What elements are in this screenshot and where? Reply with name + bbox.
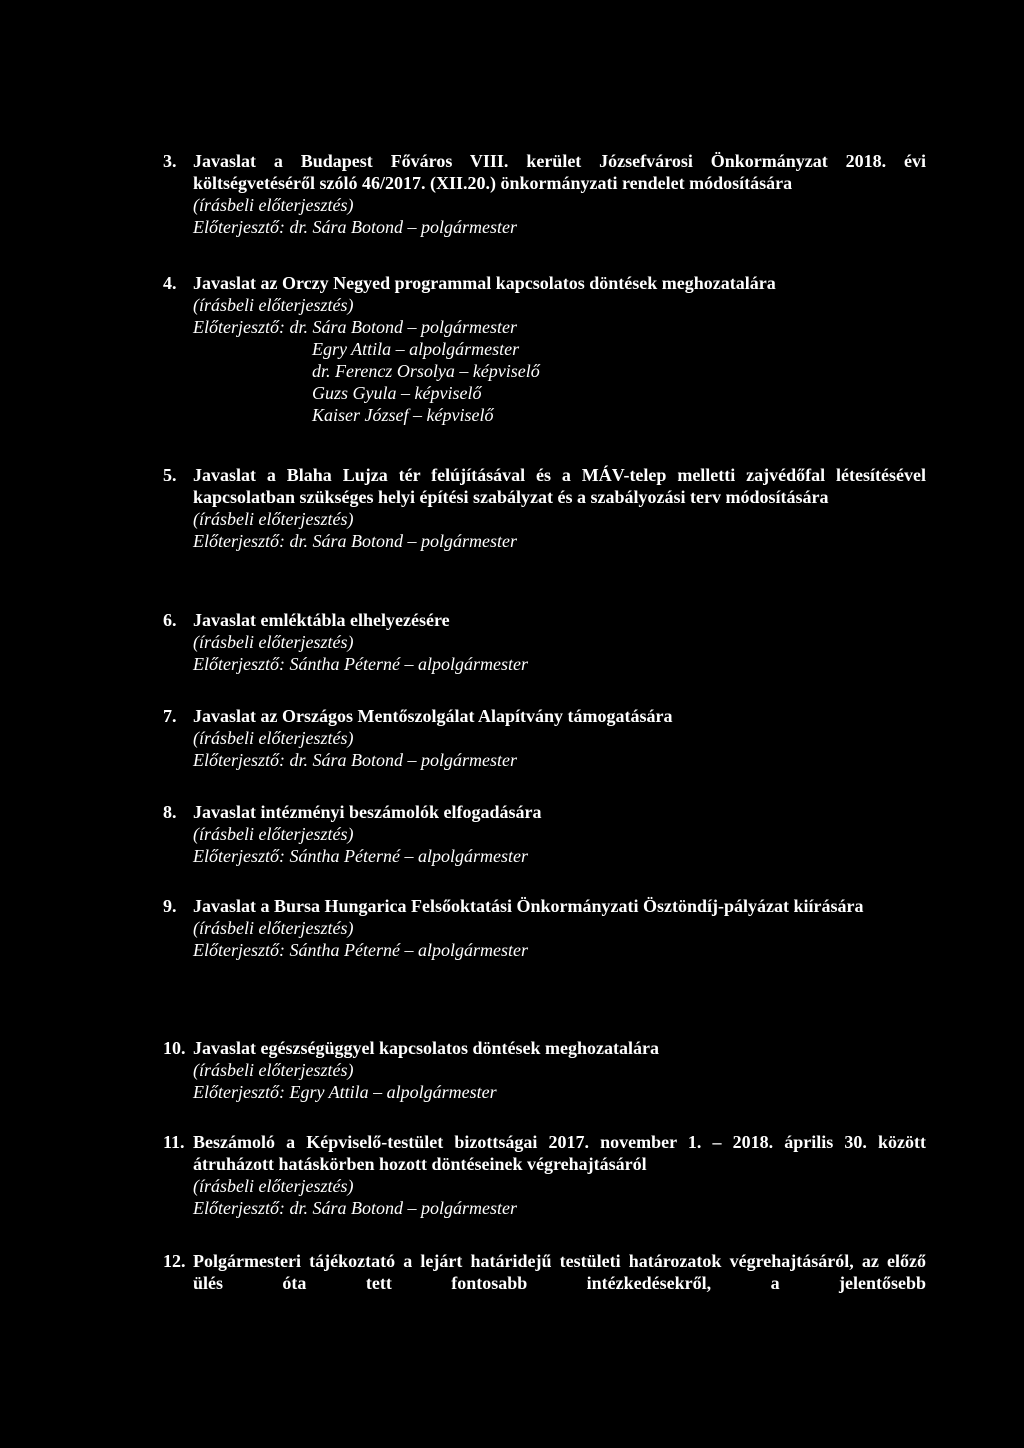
agenda-item-9	[163, 895, 926, 961]
agenda-item-10	[163, 1037, 926, 1103]
agenda-item-4	[163, 272, 926, 426]
presenter: Előterjesztő: dr. Sára Botond – polgármester	[193, 531, 517, 551]
submission-note: (írásbeli előterjesztés)	[193, 1060, 354, 1080]
agenda-item-8	[163, 801, 926, 867]
item-number: 11.	[163, 1132, 185, 1152]
presenter: Előterjesztő: Sántha Péterné – alpolgármester	[193, 846, 528, 866]
item-title: Javaslat intézményi beszámolók elfogadására	[193, 802, 542, 822]
item-title: Javaslat a Bursa Hungarica Felsőoktatási Önkormányzati Ösztöndíj-pályázat kiírására	[193, 896, 864, 916]
agenda-item-5	[163, 464, 926, 552]
item-title: Javaslat az Orczy Negyed programmal kapcsolatos döntések meghozatalára	[193, 273, 776, 293]
item-title: Javaslat a Blaha Lujza tér felújításával és a MÁV-telep melletti zajvédőfal létesítésével kapcsolatban szükséges helyi építési szabályzat és a szabályozási terv módosítására	[193, 465, 926, 507]
presenter: Előterjesztő: Sántha Péterné – alpolgármester	[193, 654, 528, 674]
agenda-item-6	[163, 609, 926, 675]
item-number: 4.	[163, 273, 177, 293]
submission-note: (írásbeli előterjesztés)	[193, 195, 354, 215]
co-presenter: Egry Attila – alpolgármester	[312, 339, 520, 359]
item-title: Beszámoló a Képviselő-testület bizottságai 2017. november 1. – 2018. április 30. között átruházott hatáskörben hozott döntéseinek végrehajtásáról	[193, 1132, 926, 1174]
item-number: 8.	[163, 802, 177, 822]
agenda-item-11	[163, 1131, 926, 1219]
item-number: 6.	[163, 610, 177, 630]
submission-note: (írásbeli előterjesztés)	[193, 728, 354, 748]
item-number: 10.	[163, 1038, 186, 1058]
item-title: Javaslat az Országos Mentőszolgálat Alapítvány támogatására	[193, 706, 673, 726]
presenter: Előterjesztő: Egry Attila – alpolgármester	[193, 1082, 497, 1102]
co-presenter: Kaiser József – képviselő	[312, 405, 494, 425]
presenter: Előterjesztő: dr. Sára Botond – polgármester	[193, 750, 517, 770]
presenter: Előterjesztő: Sántha Péterné – alpolgármester	[193, 940, 528, 960]
submission-note: (írásbeli előterjesztés)	[193, 295, 354, 315]
submission-note: (írásbeli előterjesztés)	[193, 918, 354, 938]
co-presenter: dr. Ferencz Orsolya – képviselő	[312, 361, 540, 381]
presenter: Előterjesztő: dr. Sára Botond – polgármester	[193, 317, 517, 337]
presenter: Előterjesztő: dr. Sára Botond – polgármester	[193, 1198, 517, 1218]
item-number: 7.	[163, 706, 177, 726]
agenda-item-12	[163, 1250, 926, 1294]
submission-note: (írásbeli előterjesztés)	[193, 632, 354, 652]
submission-note: (írásbeli előterjesztés)	[193, 1176, 354, 1196]
item-title: Polgármesteri tájékoztató a lejárt határidejű testületi határozatok végrehajtásáról, az előző ülés óta tett fontosabb intézkedésekről, a jelentősebb	[193, 1251, 926, 1293]
item-title: Javaslat a Budapest Főváros VIII. kerület Józsefvárosi Önkormányzat 2018. évi költségvetéséről szóló 46/2017. (XII.20.) önkormányzati rendelet módosítására	[193, 151, 926, 193]
item-number: 9.	[163, 896, 177, 916]
submission-note: (írásbeli előterjesztés)	[193, 824, 354, 844]
item-number: 12.	[163, 1251, 186, 1271]
agenda-item-3	[163, 150, 926, 238]
co-presenter: Guzs Gyula – képviselő	[312, 383, 482, 403]
item-number: 5.	[163, 465, 177, 485]
item-title: Javaslat emléktábla elhelyezésére	[193, 610, 450, 630]
item-title: Javaslat egészségüggyel kapcsolatos döntések meghozatalára	[193, 1038, 659, 1058]
agenda-item-7	[163, 705, 926, 771]
item-number: 3.	[163, 151, 177, 171]
submission-note: (írásbeli előterjesztés)	[193, 509, 354, 529]
presenter: Előterjesztő: dr. Sára Botond – polgármester	[193, 217, 517, 237]
